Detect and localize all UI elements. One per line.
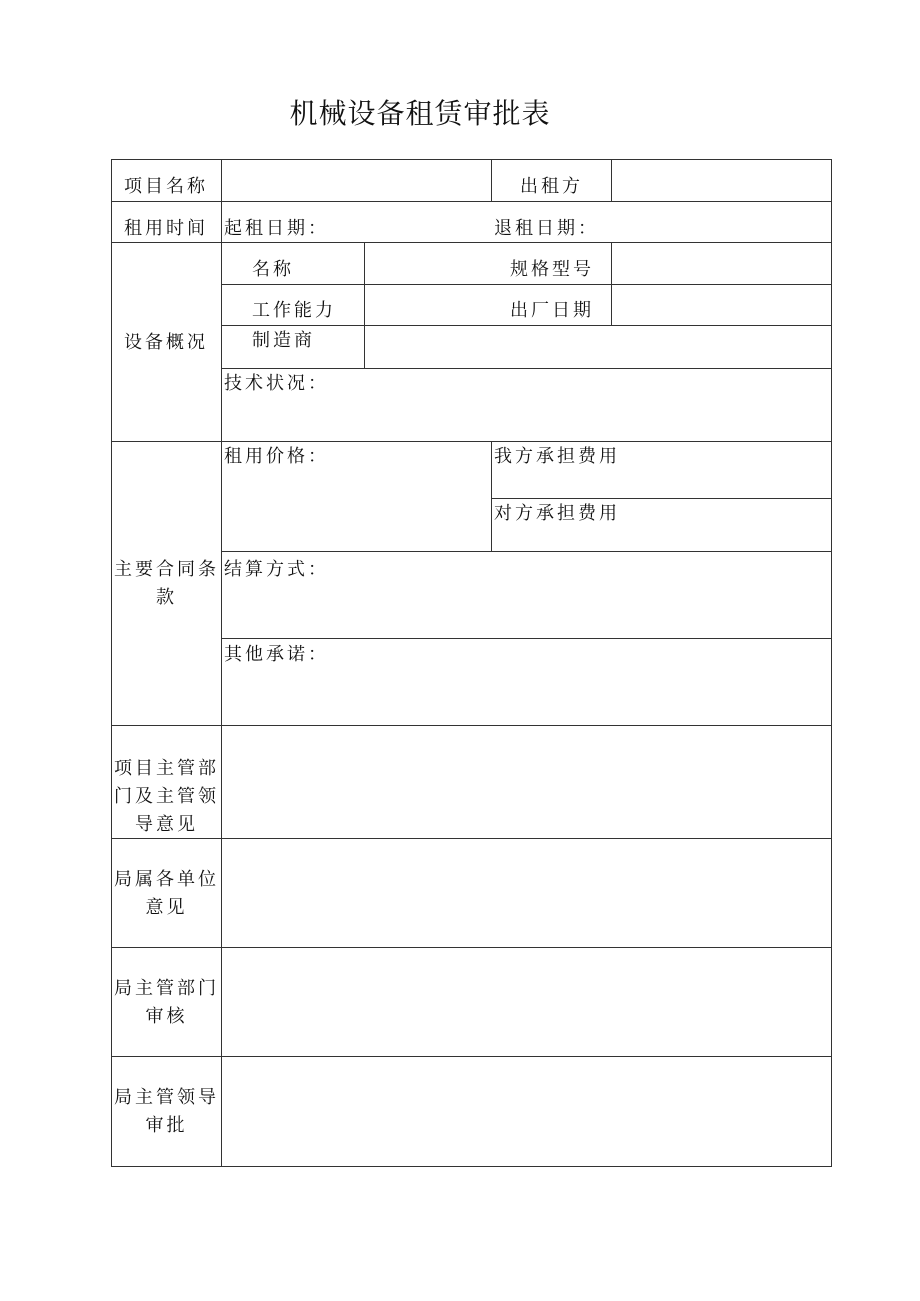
lessor-label: 出租方 [520, 176, 583, 197]
project-name-label: 项目名称 [124, 176, 208, 197]
equipment-name-label: 名称 [252, 259, 294, 280]
grid-line [221, 551, 831, 552]
project-dept-opinion-field[interactable] [222, 726, 831, 838]
grid-line [111, 441, 831, 442]
spec-model-field[interactable] [612, 243, 831, 284]
lease-end-label: 退租日期： [494, 218, 599, 239]
bureau-leader-approval-field[interactable] [222, 1057, 831, 1166]
bureau-dept-review-field[interactable] [222, 948, 831, 1056]
work-capacity-field[interactable] [365, 285, 491, 325]
factory-date-label: 出厂日期 [510, 300, 594, 321]
grid-line [491, 159, 492, 201]
manufacturer-label: 制造商 [252, 330, 315, 351]
tech-status-label: 技术状况： [224, 373, 329, 394]
project-dept-opinion-label: 项目主管部门及主管领导意见 [114, 758, 219, 835]
grid-line [491, 441, 492, 551]
grid-line [111, 1166, 832, 1167]
bureau-dept-review-label: 局主管部门审核 [114, 978, 219, 1027]
spec-model-label: 规格型号 [510, 259, 594, 280]
main-terms-label: 主要合同条款 [114, 559, 219, 608]
grid-line [221, 638, 831, 639]
work-capacity-label: 工作能力 [252, 300, 336, 321]
grid-line [491, 498, 831, 499]
unit-opinion-field[interactable] [222, 839, 831, 947]
other-commitments-label: 其他承诺： [224, 644, 329, 665]
their-costs-label: 对方承担费用 [494, 503, 620, 524]
lease-price-label: 租用价格： [224, 446, 329, 467]
equipment-overview-label: 设备概况 [124, 332, 208, 353]
lessor-field[interactable] [612, 160, 831, 201]
our-costs-label: 我方承担费用 [494, 446, 620, 467]
grid-line [831, 159, 832, 1167]
lease-start-label: 起租日期： [224, 218, 329, 239]
unit-opinion-label: 局属各单位意见 [114, 869, 219, 918]
project-name-field[interactable] [222, 160, 491, 201]
manufacturer-field[interactable] [365, 326, 831, 368]
settlement-label: 结算方式： [224, 559, 329, 580]
factory-date-field[interactable] [612, 285, 831, 325]
grid-line [221, 368, 831, 369]
form-title: 机械设备租赁审批表 [289, 97, 551, 130]
lease-time-label: 租用时间 [124, 218, 208, 239]
grid-line [111, 201, 831, 202]
bureau-leader-approval-label: 局主管领导审批 [114, 1087, 219, 1136]
